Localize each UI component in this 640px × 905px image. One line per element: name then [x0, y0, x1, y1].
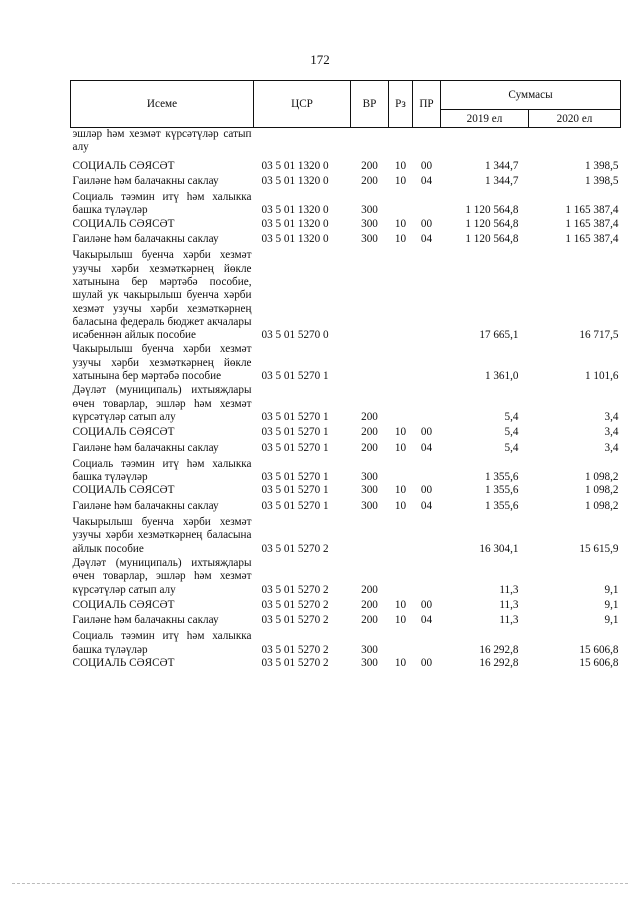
row-rz [389, 383, 413, 424]
row-name: Гаиләне һәм балачакны саклау [72, 614, 219, 627]
row-csr: 03 5 01 5270 2 [261, 656, 329, 669]
table-row [71, 188, 621, 218]
row-sum-2019: 1 355,6 [484, 484, 519, 497]
row-sum-2020: 16 717,5 [579, 329, 619, 342]
row-rz: 10 [394, 217, 407, 230]
header-csr: ЦСР [254, 81, 351, 128]
row-pr [413, 246, 441, 342]
row-csr: 03 5 01 1320 0 [261, 204, 329, 217]
row-vr: 200 [361, 583, 378, 596]
row-vr: 300 [361, 471, 378, 484]
row-rz: 10 [394, 598, 407, 611]
row-vr: 200 [361, 614, 378, 627]
budget-table [70, 80, 621, 670]
row-rz: 10 [394, 614, 407, 627]
row-pr: 04 [420, 233, 433, 246]
row-rz [389, 627, 413, 657]
row-sum-2019: 16 304,1 [479, 542, 519, 555]
row-vr: 200 [361, 159, 378, 172]
row-sum-2020: 15 615,9 [579, 542, 619, 555]
row-sum-2019: 11,3 [499, 598, 519, 611]
row-csr [254, 128, 351, 155]
page-number: 172 [310, 52, 330, 67]
header-rz: Рз [389, 81, 413, 128]
row-sum-2020: 1 165 387,4 [565, 233, 619, 246]
row-sum-2019: 1 120 564,8 [465, 217, 519, 230]
row-rz: 10 [394, 656, 407, 669]
row-sum-2019: 11,3 [499, 614, 519, 627]
table-row [71, 627, 621, 657]
row-rz [389, 455, 413, 485]
row-sum-2020: 3,4 [604, 426, 619, 439]
row-pr [413, 342, 441, 383]
row-vr [351, 342, 389, 383]
table-row [71, 440, 621, 455]
table-row [71, 513, 621, 556]
row-name: Гаиләне һәм балачакны саклау [72, 174, 219, 187]
header-sums: Суммасы [441, 81, 621, 110]
row-vr: 300 [361, 484, 378, 497]
row-vr: 300 [361, 217, 378, 230]
table-row [71, 612, 621, 627]
table-row [71, 424, 621, 439]
row-name: Социаль тәэмин итү һәм халыкка башка түләүләр [72, 457, 252, 484]
row-sum-2019: 16 292,8 [479, 643, 519, 656]
row-csr: 03 5 01 1320 0 [261, 217, 329, 230]
row-csr: 03 5 01 5270 0 [261, 329, 329, 342]
row-sum-2020: 1 098,2 [584, 499, 619, 512]
header-name: Исеме [71, 81, 254, 128]
table-row [71, 383, 621, 424]
row-sum-2020: 1 098,2 [584, 471, 619, 484]
row-pr [413, 627, 441, 657]
row-name: Дәүләт (муниципаль) ихтыяҗлары өчен товарлар, эшләр һәм хезмәт күрсәтүләр сатып алу [72, 556, 252, 596]
table-row [71, 231, 621, 246]
row-sum-2020: 1 101,6 [584, 370, 619, 383]
row-csr: 03 5 01 5270 2 [261, 542, 329, 555]
row-sum-2020: 3,4 [604, 410, 619, 423]
row-sum-2019: 5,4 [504, 426, 519, 439]
row-sum-2019: 17 665,1 [479, 329, 519, 342]
row-csr: 03 5 01 1320 0 [261, 174, 329, 187]
table-row [71, 128, 621, 155]
table-row [71, 173, 621, 188]
row-sum-2019: 1 361,0 [484, 370, 519, 383]
row-sum-2019: 5,4 [504, 441, 519, 454]
row-csr: 03 5 01 5270 2 [261, 643, 329, 656]
row-pr: 04 [420, 174, 433, 187]
table-row [71, 556, 621, 597]
row-sum-2020: 15 606,8 [579, 643, 619, 656]
row-vr: 200 [361, 174, 378, 187]
table-row [71, 484, 621, 497]
row-vr: 300 [361, 643, 378, 656]
row-sum-2019 [441, 128, 529, 155]
row-sum-2020: 1 398,5 [584, 159, 619, 172]
table-row [71, 218, 621, 231]
row-rz [389, 188, 413, 218]
row-name: Гаиләне һәм балачакны саклау [72, 233, 219, 246]
row-vr: 200 [361, 598, 378, 611]
row-sum-2020: 9,1 [604, 598, 619, 611]
row-pr: 00 [420, 598, 433, 611]
row-csr: 03 5 01 1320 0 [261, 233, 329, 246]
row-vr: 200 [361, 441, 378, 454]
row-name: эшләр һәм хезмәт күрсәтүләр сатып алу [72, 128, 252, 154]
row-sum-2020: 9,1 [604, 583, 619, 596]
table-row [71, 657, 621, 670]
row-vr: 200 [361, 426, 378, 439]
table-row [71, 342, 621, 383]
row-csr: 03 5 01 5270 1 [261, 441, 329, 454]
row-name: Социаль тәэмин итү һәм халыкка башка түләүләр [72, 191, 252, 217]
header-year-2019: 2019 ел [441, 110, 529, 128]
row-rz: 10 [394, 233, 407, 246]
row-pr [413, 383, 441, 424]
row-pr: 00 [420, 217, 433, 230]
row-pr: 00 [420, 484, 433, 497]
row-rz: 10 [394, 426, 407, 439]
row-sum-2020: 9,1 [604, 614, 619, 627]
header-year-2020: 2020 ел [529, 110, 621, 128]
row-rz [389, 342, 413, 383]
table-header [71, 81, 621, 128]
row-pr: 00 [420, 159, 433, 172]
row-name: СОЦИАЛЬ СӘЯСӘТ [72, 656, 175, 669]
row-sum-2020 [529, 128, 621, 155]
table-row [71, 597, 621, 612]
row-csr: 03 5 01 5270 1 [261, 370, 329, 383]
row-rz: 10 [394, 484, 407, 497]
budget-table-container [70, 80, 620, 670]
row-name: Чакырылыш буенча хәрби хезмәт узучы хәрби хезмәткәрнең йөкле хатынына бер мәртәбә пособие [72, 343, 252, 383]
row-name: Гаиләне һәм балачакны саклау [72, 441, 219, 454]
row-pr [413, 513, 441, 556]
row-name: Социаль тәэмин итү һәм халыкка башка түләүләр [72, 630, 252, 656]
row-sum-2019: 1 120 564,8 [465, 233, 519, 246]
row-pr: 04 [420, 499, 433, 512]
row-sum-2019: 1 344,7 [484, 174, 519, 187]
row-vr [351, 513, 389, 556]
row-rz: 10 [394, 441, 407, 454]
row-sum-2019: 1 120 564,8 [465, 204, 519, 217]
row-vr: 300 [361, 656, 378, 669]
row-sum-2019: 16 292,8 [479, 656, 519, 669]
row-sum-2019: 1 344,7 [484, 159, 519, 172]
row-csr: 03 5 01 1320 0 [261, 159, 329, 172]
row-rz: 10 [394, 159, 407, 172]
table-row [71, 455, 621, 485]
row-name: Дәүләт (муниципаль) ихтыяҗлары өчен товарлар, эшләр һәм хезмәт күрсәтүләр сатып алу [72, 384, 252, 423]
row-pr: 00 [420, 656, 433, 669]
row-rz: 10 [394, 174, 407, 187]
row-name: Гаиләне һәм балачакны саклау [72, 499, 219, 512]
row-csr: 03 5 01 5270 1 [261, 410, 329, 423]
row-csr: 03 5 01 5270 1 [261, 484, 329, 497]
table-body [71, 128, 621, 671]
row-name: Чакырылыш буенча хәрби хезмәт узучы хәрби хезмәткәрнең йөкле хатынына бер мәртәбә пособие, шулай ук чакырылыш буенча хәрби хезмәт узучы хәрби хезмәткәрнең баласына федераль бюджет акчалары исәбеннән айлык пособие [72, 249, 252, 342]
row-name: СОЦИАЛЬ СӘЯСӘТ [72, 484, 175, 497]
table-row [71, 155, 621, 173]
row-vr: 200 [361, 410, 378, 423]
row-sum-2020: 1 165 387,4 [565, 217, 619, 230]
header-pr: ПР [413, 81, 441, 128]
row-name: СОЦИАЛЬ СӘЯСӘТ [72, 159, 175, 172]
page-bottom-divider [12, 883, 628, 884]
row-rz [389, 513, 413, 556]
row-sum-2020: 1 098,2 [584, 484, 619, 497]
row-vr: 300 [361, 204, 378, 217]
row-name: СОЦИАЛЬ СӘЯСӘТ [72, 217, 175, 230]
row-pr: 04 [420, 614, 433, 627]
row-rz: 10 [394, 499, 407, 512]
row-sum-2020: 3,4 [604, 441, 619, 454]
row-sum-2020: 1 165 387,4 [565, 204, 619, 217]
row-pr [413, 128, 441, 155]
row-pr [413, 455, 441, 485]
row-sum-2020: 1 398,5 [584, 174, 619, 187]
row-name: СОЦИАЛЬ СӘЯСӘТ [72, 598, 175, 611]
row-csr: 03 5 01 5270 2 [261, 598, 329, 611]
row-pr [413, 556, 441, 597]
table-row [71, 246, 621, 342]
row-csr: 03 5 01 5270 1 [261, 499, 329, 512]
row-rz [389, 128, 413, 155]
header-vr: ВР [351, 81, 389, 128]
row-name: СОЦИАЛЬ СӘЯСӘТ [72, 426, 175, 439]
row-csr: 03 5 01 5270 2 [261, 614, 329, 627]
row-vr: 300 [361, 233, 378, 246]
row-csr: 03 5 01 5270 1 [261, 426, 329, 439]
row-vr: 300 [361, 499, 378, 512]
row-pr: 00 [420, 426, 433, 439]
row-sum-2019: 5,4 [504, 410, 519, 423]
row-sum-2020: 15 606,8 [579, 656, 619, 669]
row-sum-2019: 1 355,6 [484, 499, 519, 512]
row-csr: 03 5 01 5270 1 [261, 471, 329, 484]
row-pr [413, 188, 441, 218]
row-pr: 04 [420, 441, 433, 454]
row-sum-2019: 1 355,6 [484, 471, 519, 484]
row-vr [351, 128, 389, 155]
row-name: Чакырылыш буенча хәрби хезмәт узучы хәрби хезмәткәрнең баласына айлык пособие [72, 516, 252, 555]
row-rz [389, 556, 413, 597]
row-vr [351, 246, 389, 342]
row-csr: 03 5 01 5270 2 [261, 583, 329, 596]
row-sum-2019: 11,3 [499, 583, 519, 596]
row-rz [389, 246, 413, 342]
table-row [71, 498, 621, 513]
